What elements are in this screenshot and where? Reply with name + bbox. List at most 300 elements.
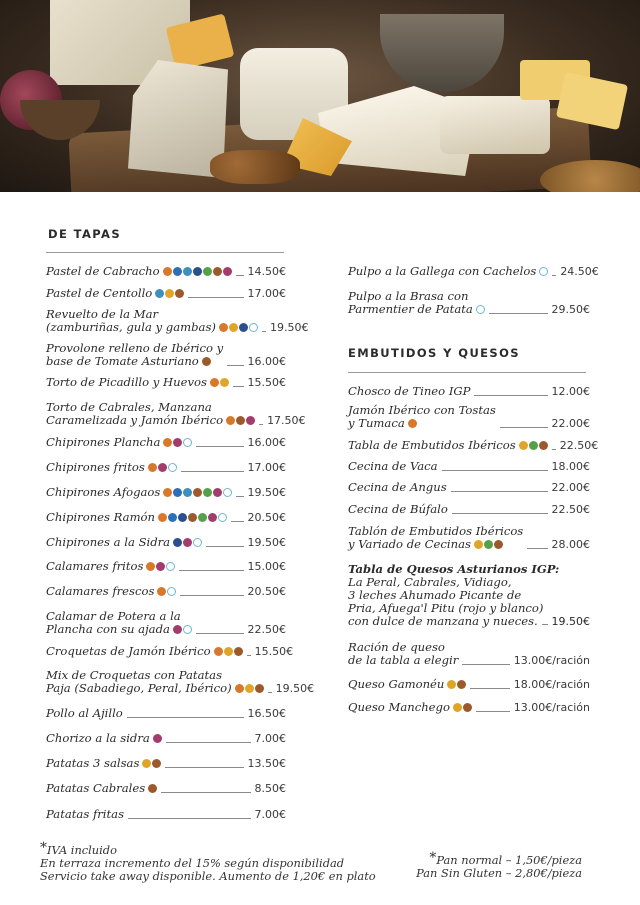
milk-allergen-icon — [234, 647, 243, 656]
allergen-icons — [146, 562, 175, 571]
sulphite-allergen-icon — [173, 438, 182, 447]
menu-item-name: Pollo al Ajillo — [46, 706, 123, 720]
menu-item-name-block — [348, 460, 438, 473]
menu-item-price: 13.00€/ración — [513, 654, 590, 667]
gluten-allergen-icon — [163, 267, 172, 276]
name-with-icons — [46, 321, 258, 334]
menu-item — [46, 668, 315, 695]
menu-item-name-line2: y Variado de Cecinas — [348, 537, 471, 551]
milk-allergen-icon — [213, 267, 222, 276]
shellfish-ring-allergen-icon — [539, 267, 548, 276]
menu-item-name-line2: Plancha con su ajada — [46, 622, 170, 636]
takeaway-note: Servicio take away disponible. Aumento de 1,20€ en plato — [40, 869, 376, 883]
price-leader — [231, 521, 243, 522]
allergen-icons — [539, 267, 548, 276]
egg-allergen-icon — [453, 703, 462, 712]
menu-item-name: Torto de Cabrales, Manzana — [46, 400, 212, 414]
allergen-icons — [476, 305, 485, 314]
allergen-icons — [142, 759, 161, 768]
name-with-icons — [46, 265, 232, 278]
menu-item-name: Jamón Ibérico con Tostas — [348, 403, 496, 417]
section-title-tapas: DE TAPAS — [48, 227, 122, 241]
name-with-icons — [46, 461, 177, 474]
price-leader — [180, 595, 243, 596]
allergen-icons — [474, 540, 503, 549]
igp-title: Tabla de Quesos Asturianos IGP: — [348, 562, 560, 576]
menu-item — [46, 511, 286, 524]
sulphite-allergen-icon — [156, 562, 165, 571]
menu-item-name-block — [46, 342, 223, 368]
menu-item-name: Queso Gamonéu — [348, 677, 445, 691]
price-leader — [542, 624, 548, 625]
shellfish-ring-allergen-icon — [168, 463, 177, 472]
menu-item-price: 15.00€ — [247, 560, 286, 573]
name-with-icons — [46, 414, 255, 427]
menu-item-name: Tabla de Embutidos Ibéricos — [348, 438, 516, 452]
menu-item-price: 12.00€ — [551, 385, 590, 398]
gluten-allergen-icon — [158, 513, 167, 522]
allergen-icons — [157, 587, 176, 596]
egg-allergen-icon — [519, 441, 528, 450]
menu-item-price: 22.50€ — [247, 623, 286, 636]
menu-item-price: 18.00€ — [551, 460, 590, 473]
menu-item-name: Mix de Croquetas con Patatas — [46, 668, 223, 682]
menu-item — [46, 461, 286, 474]
shellfish-ring-allergen-icon — [476, 305, 485, 314]
menu-item — [46, 644, 294, 658]
fish-allergen-icon — [173, 488, 182, 497]
name-with-icons — [46, 757, 161, 770]
menu-item-name: Revuelto de la Mar — [46, 307, 159, 321]
name-with-icons — [46, 355, 223, 368]
menu-item-name: Cecina de Vaca — [348, 459, 438, 473]
sulphite-allergen-icon — [223, 267, 232, 276]
menu-item — [348, 438, 599, 452]
menu-item — [46, 486, 286, 499]
asterisk: * — [40, 840, 47, 856]
name-with-icons — [348, 538, 523, 551]
gluten-allergen-icon — [408, 419, 417, 428]
menu-item-name-block — [348, 503, 448, 516]
menu-item-price: 15.50€ — [254, 645, 294, 658]
allergen-icons — [173, 625, 192, 634]
terraza-note: En terraza incremento del 15% según disponibilidad — [40, 856, 345, 870]
name-with-icons — [348, 701, 472, 714]
sulphite-allergen-icon — [173, 625, 182, 634]
fish-allergen-icon — [173, 267, 182, 276]
name-with-icons — [46, 682, 264, 695]
menu-item-name: Pastel de Cabracho — [46, 264, 160, 278]
allergen-icons — [219, 323, 258, 332]
menu-item-name-block — [46, 308, 258, 334]
price-leader — [233, 386, 244, 387]
allergen-icons — [447, 680, 466, 689]
name-with-icons — [46, 782, 157, 795]
allergen-icons — [519, 441, 548, 450]
sulphite-allergen-icon — [158, 463, 167, 472]
name-with-icons — [46, 511, 227, 524]
menu-item — [46, 707, 286, 720]
price-leader — [179, 570, 243, 571]
menu-item-name-block — [46, 610, 192, 636]
egg-allergen-icon — [245, 684, 254, 693]
menu-item-name-block — [46, 287, 184, 300]
menu-item-name-block — [348, 641, 458, 667]
price-leader — [470, 688, 509, 689]
pan-sin-gluten: Pan Sin Gluten – 2,80€/pieza — [416, 866, 582, 880]
sulphite-allergen-icon — [208, 513, 217, 522]
menu-item-name: Calamares frescos — [46, 584, 155, 598]
menu-item-price: 17.50€ — [267, 414, 306, 427]
menu-item — [348, 678, 590, 691]
menu-item-price: 17.00€ — [247, 461, 286, 474]
milk-allergen-icon — [175, 289, 184, 298]
gluten-allergen-icon — [146, 562, 155, 571]
egg-allergen-icon — [165, 289, 174, 298]
price-leader — [268, 692, 272, 693]
shellfish-ring-allergen-icon — [166, 562, 175, 571]
price-leader — [476, 711, 510, 712]
menu-item-price: 13.00€/ración — [513, 701, 590, 714]
menu-item-name-line2: base de Tomate Asturiano — [46, 354, 199, 368]
section-title-embutidos: EMBUTIDOS Y QUESOS — [348, 346, 520, 360]
menu-item-name: Chipirones a la Sidra — [46, 535, 171, 549]
crustacean-allergen-icon — [183, 267, 192, 276]
shellfish-ring-allergen-icon — [249, 323, 258, 332]
price-leader — [161, 792, 250, 793]
gluten-allergen-icon — [219, 323, 228, 332]
menu-item-name: Provolone relleno de Ibérico y — [46, 341, 224, 355]
menu-item-name-block — [46, 536, 202, 549]
celery-allergen-icon — [529, 441, 538, 450]
menu-item — [46, 782, 286, 795]
sulphite-allergen-icon — [246, 416, 255, 425]
menu-item — [46, 287, 286, 300]
menu-item — [46, 585, 286, 598]
name-with-icons — [46, 287, 184, 300]
shellfish-ring-allergen-icon — [167, 587, 176, 596]
menu-item-price: 29.50€ — [551, 303, 590, 316]
price-leader — [489, 313, 548, 314]
igp-line: 3 leches Ahumado Picante de — [348, 588, 522, 602]
price-leader — [259, 424, 263, 425]
asterisk: * — [429, 850, 437, 866]
menu-item-name: Cecina de Angus — [348, 480, 447, 494]
menu-item-name: Calamares fritos — [46, 559, 144, 573]
menu-item-name-line2: y Tumaca — [348, 416, 405, 430]
name-with-icons — [46, 376, 229, 389]
menu-item-name-block — [46, 585, 176, 598]
menu-item-name-line2: (zamburiñas, gula y gambas) — [46, 320, 216, 334]
menu-item-price: 28.00€ — [551, 538, 590, 551]
name-with-icons — [348, 265, 548, 278]
menu-item-price: 18.00€/ración — [513, 678, 590, 691]
menu-item-price: 8.50€ — [254, 782, 286, 795]
allergen-icons — [226, 416, 255, 425]
gluten-allergen-icon — [226, 416, 235, 425]
price-leader — [236, 275, 244, 276]
crustacean-allergen-icon — [183, 488, 192, 497]
menu-item-name: Torto de Picadillo y Huevos — [46, 375, 207, 389]
sulphite-allergen-icon — [153, 734, 162, 743]
menu-item — [46, 560, 286, 573]
menu-item-name-block — [46, 265, 232, 278]
menu-item-name: Patatas fritas — [46, 807, 125, 821]
menu-item-name-block — [348, 701, 472, 714]
name-with-icons — [46, 436, 192, 449]
menu-item-name-block — [46, 645, 243, 658]
gluten-allergen-icon — [163, 438, 172, 447]
menu-item — [46, 307, 309, 334]
milk-allergen-icon — [463, 703, 472, 712]
allergen-icons — [158, 513, 227, 522]
egg-allergen-icon — [447, 680, 456, 689]
menu-item-price: 14.50€ — [247, 265, 286, 278]
menu-item-name: Patatas 3 salsas — [46, 756, 140, 770]
celery-allergen-icon — [484, 540, 493, 549]
shellfish-ring-allergen-icon — [193, 538, 202, 547]
menu-item-name-block — [348, 439, 548, 452]
igp-line: Pria, Afuega'l Pitu (rojo y blanco) — [348, 601, 544, 615]
section-divider — [46, 252, 284, 253]
menu-item-price: 22.50€ — [559, 439, 599, 452]
menu-item — [46, 400, 306, 427]
menu-item-price: 15.50€ — [247, 376, 286, 389]
menu-item-name: Chipirones Plancha — [46, 435, 161, 449]
menu-item-price: 13.50€ — [247, 757, 286, 770]
mollusc-allergen-icon — [193, 267, 202, 276]
menu-item-price: 16.50€ — [247, 707, 286, 720]
menu-item — [348, 460, 590, 473]
milk-allergen-icon — [494, 540, 503, 549]
menu-item — [46, 265, 286, 278]
menu-item-price: 19.50€ — [247, 486, 286, 499]
sulphite-allergen-icon — [213, 488, 222, 497]
menu-item-name: Chipirones fritos — [46, 460, 145, 474]
milk-allergen-icon — [188, 513, 197, 522]
igp-cheese-board — [348, 563, 590, 628]
name-with-icons — [46, 486, 232, 499]
price-leader — [165, 767, 243, 768]
allergen-icons — [235, 684, 264, 693]
menu-item — [348, 701, 590, 714]
price-leader — [527, 548, 547, 549]
menu-item — [46, 342, 286, 368]
milk-allergen-icon — [539, 441, 548, 450]
price-leader — [236, 496, 243, 497]
menu-item-name-block — [46, 732, 162, 745]
egg-allergen-icon — [474, 540, 483, 549]
menu-item-name-block — [348, 385, 470, 398]
price-leader — [451, 491, 548, 492]
price-leader — [181, 471, 244, 472]
name-with-icons — [46, 560, 175, 573]
menu-item-price: 22.00€ — [551, 417, 590, 430]
menu-item — [348, 385, 590, 398]
menu-item — [46, 808, 286, 821]
menu-item-name: Croquetas de Jamón Ibérico — [46, 644, 211, 658]
menu-item-price: 16.00€ — [247, 355, 286, 368]
menu-item-name: Cecina de Búfalo — [348, 502, 448, 516]
menu-item — [348, 404, 590, 430]
menu-item-price: 22.50€ — [551, 503, 590, 516]
name-with-icons — [46, 645, 243, 658]
menu-item-name-block — [46, 486, 232, 499]
menu-item-name: Chosco de Tineo IGP — [348, 384, 471, 398]
menu-item-name-block — [348, 678, 466, 691]
pan-normal: Pan normal – 1,50€/pieza — [436, 853, 582, 867]
menu-item-name-line2: Parmentier de Patata — [348, 302, 473, 316]
gluten-allergen-icon — [148, 463, 157, 472]
celery-allergen-icon — [198, 513, 207, 522]
allergen-icons — [210, 378, 229, 387]
igp-price: 19.50€ — [551, 615, 590, 628]
egg-allergen-icon — [224, 647, 233, 656]
price-leader — [262, 331, 266, 332]
name-with-icons — [46, 585, 176, 598]
allergen-icons — [148, 463, 177, 472]
menu-item — [348, 503, 590, 516]
mollusc-allergen-icon — [178, 513, 187, 522]
name-with-icons — [348, 303, 485, 316]
menu-item — [46, 732, 286, 745]
menu-item — [348, 481, 590, 494]
menu-item-name-block — [348, 404, 496, 430]
gluten-allergen-icon — [210, 378, 219, 387]
menu-item-price: 24.50€ — [560, 265, 599, 278]
menu-item-name-block — [348, 290, 485, 316]
menu-item — [46, 536, 286, 549]
menu-item-name: Ración de queso — [348, 640, 445, 654]
price-leader — [442, 470, 548, 471]
allergen-icons — [408, 419, 417, 428]
menu-item-name: Queso Manchego — [348, 700, 450, 714]
menu-item-name-block — [348, 525, 523, 551]
menu-item-name-block — [46, 436, 192, 449]
price-leader — [552, 275, 556, 276]
name-with-icons — [348, 439, 548, 452]
menu-item-price: 22.00€ — [551, 481, 590, 494]
igp-line: con dulce de manzana y nueces. — [348, 614, 538, 628]
iva-note: IVA incluido — [47, 843, 117, 857]
celery-allergen-icon — [203, 488, 212, 497]
menu-item — [348, 641, 590, 667]
menu-item — [348, 264, 599, 278]
menu-item-price: 17.00€ — [247, 287, 286, 300]
menu-item-price: 19.50€ — [247, 536, 286, 549]
crustacean-allergen-icon — [155, 289, 164, 298]
menu-item-name-block — [46, 401, 255, 427]
igp-line: La Peral, Cabrales, Vidiago, — [348, 575, 512, 589]
menu-item — [46, 436, 286, 449]
shellfish-ring-allergen-icon — [223, 488, 232, 497]
milk-allergen-icon — [193, 488, 202, 497]
menu-item-name: Pastel de Centollo — [46, 286, 153, 300]
price-leader — [196, 633, 244, 634]
menu-item-price: 20.50€ — [247, 511, 286, 524]
fish-allergen-icon — [168, 513, 177, 522]
mollusc-allergen-icon — [239, 323, 248, 332]
name-with-icons — [46, 536, 202, 549]
name-with-icons — [348, 417, 496, 430]
price-leader — [247, 655, 251, 656]
menu-item-price: 19.50€ — [275, 682, 315, 695]
menu-item-name: Chipirones Afogaos — [46, 485, 161, 499]
allergen-icons — [453, 703, 472, 712]
menu-item-name-line2: Paja (Sabadiego, Peral, Ibérico) — [46, 681, 232, 695]
gluten-allergen-icon — [214, 647, 223, 656]
name-with-icons — [46, 732, 162, 745]
shellfish-ring-allergen-icon — [183, 625, 192, 634]
menu-item-name: Patatas Cabrales — [46, 781, 146, 795]
menu-item-name: Tablón de Embutidos Ibéricos — [348, 524, 524, 538]
section-divider — [348, 372, 586, 373]
menu-item-name-block — [46, 782, 157, 795]
allergen-icons — [214, 647, 243, 656]
menu-item-price: 20.50€ — [247, 585, 286, 598]
menu-item — [46, 610, 286, 636]
gluten-allergen-icon — [157, 587, 166, 596]
price-leader — [452, 513, 548, 514]
menu-item-name: Chorizo a la sidra — [46, 731, 150, 745]
gluten-allergen-icon — [163, 488, 172, 497]
price-leader — [500, 427, 548, 428]
allergen-icons — [163, 488, 232, 497]
menu-item-name-line2: de la tabla a elegir — [348, 653, 459, 667]
price-leader — [166, 742, 251, 743]
allergen-icons — [148, 784, 157, 793]
allergen-icons — [155, 289, 184, 298]
menu-item-price: 16.00€ — [247, 436, 286, 449]
milk-allergen-icon — [236, 416, 245, 425]
menu-item-name-block — [46, 376, 229, 389]
allergen-icons — [153, 734, 162, 743]
price-leader — [128, 818, 250, 819]
shellfish-ring-allergen-icon — [183, 438, 192, 447]
menu-item-name-block — [46, 757, 161, 770]
allergen-icons — [163, 438, 192, 447]
mollusc-allergen-icon — [173, 538, 182, 547]
menu-item — [348, 290, 590, 316]
price-leader — [474, 395, 547, 396]
menu-item-name: Pulpo a la Brasa con — [348, 289, 469, 303]
menu-item-name-block — [46, 808, 124, 821]
menu-item — [46, 757, 286, 770]
menu-item-name-block — [46, 511, 227, 524]
egg-allergen-icon — [142, 759, 151, 768]
gluten-allergen-icon — [235, 684, 244, 693]
menu-item-price: 7.00€ — [254, 808, 286, 821]
menu-item-name: Pulpo a la Gallega con Cachelos — [348, 264, 537, 278]
egg-allergen-icon — [229, 323, 238, 332]
price-leader — [227, 365, 243, 366]
menu-item-name-block — [348, 265, 548, 278]
menu-item-name: Chipirones Ramón — [46, 510, 156, 524]
menu-item-name-line2: Caramelizada y Jamón Ibérico — [46, 413, 224, 427]
footer-notes — [40, 842, 376, 883]
allergen-icons — [202, 357, 211, 366]
milk-allergen-icon — [255, 684, 264, 693]
menu-item-name-block — [348, 481, 447, 494]
bread-prices — [416, 852, 582, 880]
egg-allergen-icon — [220, 378, 229, 387]
price-leader — [462, 664, 509, 665]
price-leader — [127, 717, 244, 718]
milk-allergen-icon — [202, 357, 211, 366]
celery-allergen-icon — [203, 267, 212, 276]
price-leader — [196, 446, 243, 447]
embutidos-column — [348, 0, 599, 905]
